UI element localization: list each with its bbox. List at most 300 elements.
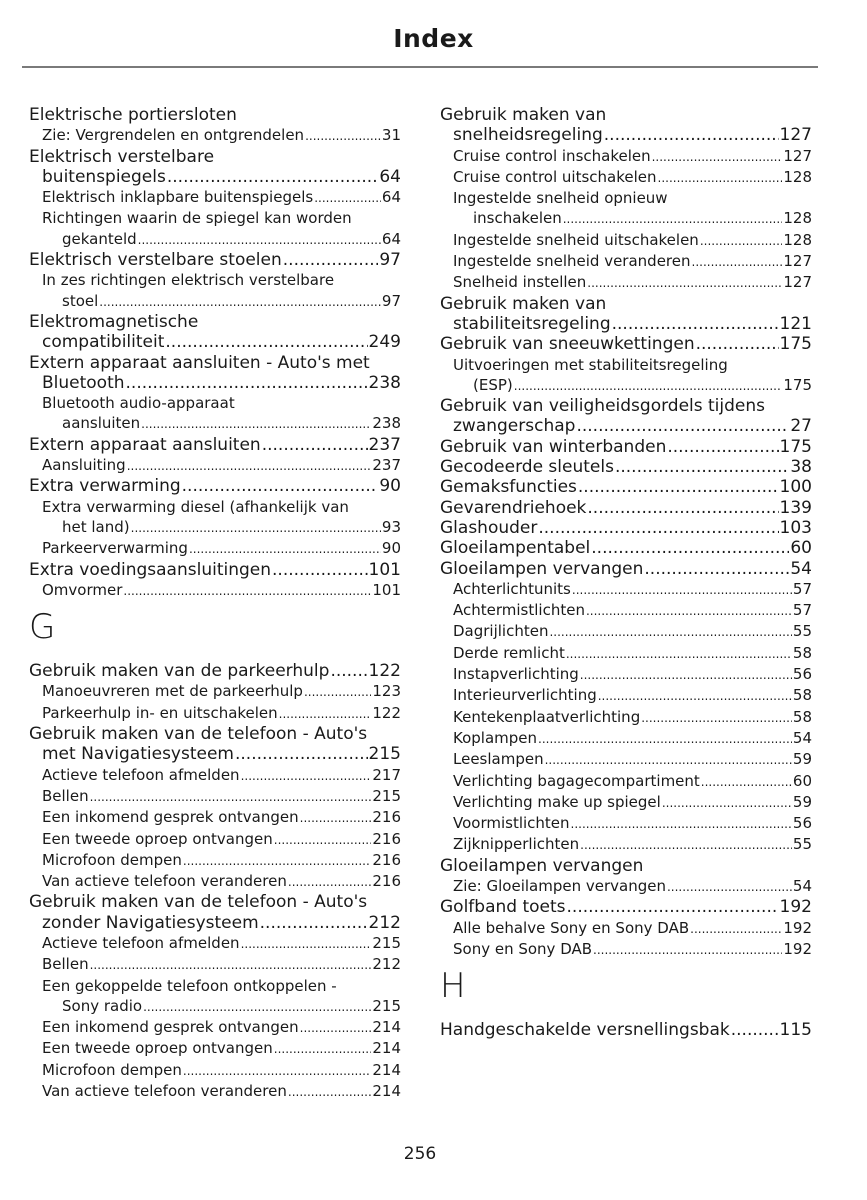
dot-leader bbox=[262, 435, 368, 455]
dot-leader bbox=[274, 829, 372, 850]
index-entry bbox=[440, 105, 812, 125]
entry-text: Leeslampen bbox=[453, 750, 544, 769]
index-entry bbox=[440, 125, 812, 145]
entry-text: zonder Navigatiesysteem bbox=[42, 912, 259, 933]
index-subentry bbox=[29, 850, 401, 871]
entry-page: 31 bbox=[381, 126, 401, 145]
dot-leader bbox=[658, 167, 783, 188]
dot-leader bbox=[182, 476, 379, 496]
entry-page: 238 bbox=[368, 372, 401, 393]
dot-leader bbox=[90, 786, 372, 807]
index-entry bbox=[29, 167, 401, 187]
index-entry bbox=[29, 353, 401, 373]
entry-text: Een tweede oproep ontvangen bbox=[42, 829, 273, 848]
entry-page: 38 bbox=[790, 457, 812, 478]
entry-page: 127 bbox=[783, 273, 812, 292]
index-subentry bbox=[29, 538, 401, 559]
entry-page: 127 bbox=[783, 146, 812, 165]
entry-page: 56 bbox=[792, 665, 812, 684]
entry-page: 238 bbox=[372, 414, 401, 433]
index-subentry bbox=[440, 643, 812, 664]
entry-text: Gloeilampen vervangen bbox=[440, 855, 644, 876]
entry-text: snelheidsregeling bbox=[453, 125, 603, 146]
index-entry bbox=[29, 661, 401, 681]
dot-leader bbox=[279, 703, 372, 724]
entry-page: 216 bbox=[372, 872, 401, 891]
entry-text: Gloeilampentabel bbox=[440, 538, 591, 559]
dot-leader bbox=[126, 373, 368, 393]
entry-page: 214 bbox=[372, 1039, 401, 1058]
entry-page: 97 bbox=[379, 250, 401, 271]
entry-text: Golfband toets bbox=[440, 897, 566, 918]
index-subentry bbox=[29, 1081, 401, 1102]
dot-leader bbox=[731, 1020, 779, 1040]
dot-leader bbox=[578, 477, 779, 497]
index-subentry bbox=[29, 829, 401, 850]
dot-leader bbox=[580, 834, 792, 855]
entry-text: Gecodeerde sleutels bbox=[440, 457, 614, 478]
section-letter: G bbox=[29, 607, 56, 648]
index-subentry bbox=[440, 707, 812, 728]
entry-page: 128 bbox=[783, 230, 812, 249]
dot-leader bbox=[591, 538, 789, 558]
entry-page: 54 bbox=[792, 728, 812, 747]
dot-leader bbox=[690, 918, 782, 939]
index-entry bbox=[29, 105, 401, 125]
dot-leader bbox=[90, 954, 372, 975]
dot-leader bbox=[612, 314, 779, 334]
index-subentry bbox=[440, 375, 812, 396]
dot-leader bbox=[593, 939, 782, 960]
entry-text: Gebruik maken van de telefoon - Auto's bbox=[29, 892, 368, 913]
index-subentry bbox=[29, 270, 401, 290]
entry-text: Achtermistlichten bbox=[453, 601, 585, 620]
dot-leader bbox=[138, 229, 381, 250]
entry-text: gekanteld bbox=[62, 229, 137, 248]
dot-leader bbox=[571, 813, 792, 834]
index-entry bbox=[29, 724, 401, 744]
index-subentry bbox=[29, 455, 401, 476]
entry-page: 192 bbox=[783, 918, 812, 937]
dot-leader bbox=[300, 807, 372, 828]
entry-page: 115 bbox=[779, 1020, 812, 1041]
dot-leader bbox=[701, 771, 792, 792]
dot-leader bbox=[274, 1038, 372, 1059]
dot-leader bbox=[641, 707, 792, 728]
entry-page: 215 bbox=[372, 996, 401, 1015]
entry-page: 59 bbox=[792, 792, 812, 811]
dot-leader bbox=[563, 208, 783, 229]
entry-text: Extern apparaat aansluiten - Auto's met bbox=[29, 352, 370, 373]
entry-text: Zie: Vergrendelen en ontgrendelen bbox=[42, 126, 305, 145]
entry-page: 57 bbox=[792, 579, 812, 598]
dot-leader bbox=[183, 850, 371, 871]
entry-text: Sony radio bbox=[62, 996, 143, 1015]
entry-page: 101 bbox=[368, 559, 401, 580]
index-subentry bbox=[440, 272, 812, 293]
dot-leader bbox=[330, 661, 367, 681]
entry-text: Elektromagnetische bbox=[29, 311, 199, 332]
entry-text: Gebruik van veiligheidsgordels tijdens bbox=[440, 396, 766, 417]
entry-page: 56 bbox=[792, 814, 812, 833]
dot-leader bbox=[283, 250, 379, 270]
dot-leader bbox=[235, 744, 368, 764]
dot-leader bbox=[566, 643, 792, 664]
entry-page: 103 bbox=[779, 517, 812, 538]
dot-leader bbox=[167, 167, 379, 187]
entry-text: buitenspiegels bbox=[42, 166, 166, 187]
entry-page: 59 bbox=[792, 750, 812, 769]
entry-page: 139 bbox=[779, 497, 812, 518]
dot-leader bbox=[165, 332, 367, 352]
index-subentry bbox=[440, 792, 812, 813]
index-entry bbox=[440, 498, 812, 518]
entry-page: 249 bbox=[368, 332, 401, 353]
entry-text: Snelheid instellen bbox=[453, 273, 587, 292]
index-entry bbox=[29, 250, 401, 270]
index-subentry bbox=[29, 187, 401, 208]
dot-leader bbox=[587, 272, 782, 293]
index-entry bbox=[29, 560, 401, 580]
index-entry bbox=[440, 538, 812, 558]
entry-text: Richtingen waarin de spiegel kan worden bbox=[42, 209, 352, 228]
index-subentry bbox=[29, 703, 401, 724]
entry-page: 237 bbox=[372, 456, 401, 475]
index-subentry bbox=[440, 749, 812, 770]
entry-text: Glashouder bbox=[440, 517, 538, 538]
entry-text: stoel bbox=[62, 291, 99, 310]
dot-leader bbox=[241, 933, 372, 954]
entry-text: Ingestelde snelheid opnieuw bbox=[453, 189, 668, 208]
entry-page: 217 bbox=[372, 765, 401, 784]
index-entry bbox=[440, 457, 812, 477]
entry-page: 215 bbox=[372, 933, 401, 952]
index-entry bbox=[440, 334, 812, 354]
entry-page: 192 bbox=[779, 897, 812, 918]
entry-page: 216 bbox=[372, 808, 401, 827]
entry-text: aansluiten bbox=[62, 414, 141, 433]
entry-text: zwangerschap bbox=[453, 416, 576, 437]
index-subentry bbox=[440, 251, 812, 272]
index-subentry bbox=[440, 876, 812, 897]
entry-text: met Navigatiesysteem bbox=[42, 744, 234, 765]
dot-leader bbox=[538, 518, 778, 538]
index-subentry bbox=[29, 125, 401, 146]
entry-text: Extra verwarming diesel (afhankelijk van bbox=[42, 497, 349, 516]
entry-page: 64 bbox=[379, 166, 401, 187]
dot-leader bbox=[644, 559, 789, 579]
dot-leader bbox=[586, 600, 792, 621]
entry-text: Gevarendriehoek bbox=[440, 497, 587, 518]
entry-page: 55 bbox=[792, 622, 812, 641]
index-entry bbox=[29, 892, 401, 912]
dot-leader bbox=[572, 579, 792, 600]
index-entry bbox=[29, 147, 401, 167]
index-entry bbox=[29, 312, 401, 332]
dot-leader bbox=[514, 375, 783, 396]
dot-leader bbox=[667, 437, 778, 457]
index-subentry bbox=[440, 600, 812, 621]
index-subentry bbox=[29, 291, 401, 312]
entry-page: 175 bbox=[779, 436, 812, 457]
entry-text: Ingestelde snelheid veranderen bbox=[453, 252, 691, 271]
index-entry bbox=[440, 294, 812, 314]
entry-text: Een inkomend gesprek ontvangen bbox=[42, 1018, 299, 1037]
dot-leader bbox=[667, 876, 792, 897]
entry-text: Een tweede oproep ontvangen bbox=[42, 1039, 273, 1058]
entry-page: 123 bbox=[372, 682, 401, 701]
entry-page: 121 bbox=[779, 313, 812, 334]
entry-text: Bluetooth audio-apparaat bbox=[42, 394, 235, 413]
entry-text: Sony en Sony DAB bbox=[453, 939, 593, 958]
entry-page: 215 bbox=[372, 786, 401, 805]
dot-leader bbox=[288, 1081, 371, 1102]
entry-text: Parkeerhulp in- en uitschakelen bbox=[42, 703, 278, 722]
index-subentry bbox=[440, 664, 812, 685]
entry-text: Zijknipperlichten bbox=[453, 835, 580, 854]
entry-text: Ingestelde snelheid uitschakelen bbox=[453, 230, 699, 249]
dot-leader bbox=[288, 871, 371, 892]
entry-page: 122 bbox=[368, 661, 401, 682]
index-subentry bbox=[440, 834, 812, 855]
index-entry bbox=[440, 856, 812, 876]
dot-leader bbox=[300, 1017, 372, 1038]
entry-page: 214 bbox=[372, 1018, 401, 1037]
index-subentry bbox=[29, 786, 401, 807]
entry-text: Bellen bbox=[42, 786, 89, 805]
index-entry bbox=[440, 559, 812, 579]
dot-leader bbox=[123, 580, 371, 601]
entry-text: compatibiliteit bbox=[42, 332, 165, 353]
index-subentry bbox=[440, 621, 812, 642]
index-subentry bbox=[440, 208, 812, 229]
index-subentry bbox=[29, 1038, 401, 1059]
index-subentry bbox=[29, 1060, 401, 1081]
entry-text: Gebruik van sneeuwkettingen bbox=[440, 334, 695, 355]
dot-leader bbox=[272, 560, 368, 580]
entry-text: Een inkomend gesprek ontvangen bbox=[42, 808, 299, 827]
index-entry bbox=[440, 518, 812, 538]
index-entry bbox=[29, 476, 401, 496]
entry-text: Derde remlicht bbox=[453, 643, 565, 662]
dot-leader bbox=[604, 125, 779, 145]
entry-text: Dagrijlichten bbox=[453, 622, 549, 641]
entry-text: Verlichting bagagecompartiment bbox=[453, 771, 700, 790]
index-entry bbox=[29, 332, 401, 352]
index-subentry bbox=[29, 393, 401, 413]
index-subentry bbox=[440, 918, 812, 939]
index-subentry bbox=[440, 813, 812, 834]
dot-leader bbox=[260, 913, 368, 933]
entry-text: Van actieve telefoon veranderen bbox=[42, 872, 287, 891]
entry-text: Kentekenplaatverlichting bbox=[453, 707, 641, 726]
entry-page: 237 bbox=[368, 434, 401, 455]
dot-leader bbox=[314, 187, 381, 208]
entry-page: 54 bbox=[790, 558, 812, 579]
dot-leader bbox=[545, 749, 792, 770]
entry-page: 127 bbox=[783, 252, 812, 271]
dot-leader bbox=[131, 517, 381, 538]
entry-text: Cruise control inschakelen bbox=[453, 146, 651, 165]
dot-leader bbox=[615, 457, 789, 477]
index-subentry bbox=[29, 976, 401, 996]
entry-text: Zie: Gloeilampen vervangen bbox=[453, 876, 666, 895]
index-subentry bbox=[29, 1017, 401, 1038]
index-subentry bbox=[440, 230, 812, 251]
dot-leader bbox=[700, 230, 783, 251]
index-subentry bbox=[440, 685, 812, 706]
dot-leader bbox=[127, 455, 372, 476]
dot-leader bbox=[580, 664, 792, 685]
entry-page: 100 bbox=[779, 477, 812, 498]
entry-text: Extern apparaat aansluiten bbox=[29, 434, 261, 455]
index-entry bbox=[29, 913, 401, 933]
index-entry bbox=[29, 744, 401, 764]
entry-text: Van actieve telefoon veranderen bbox=[42, 1082, 287, 1101]
index-subentry bbox=[29, 681, 401, 702]
entry-text: Gemaksfuncties bbox=[440, 477, 577, 498]
entry-page: 212 bbox=[372, 955, 401, 974]
entry-text: Instapverlichting bbox=[453, 665, 579, 684]
index-subentry bbox=[440, 355, 812, 375]
entry-page: 90 bbox=[381, 539, 401, 558]
entry-page: 122 bbox=[372, 703, 401, 722]
entry-text: Handgeschakelde versnellingsbak bbox=[440, 1020, 730, 1041]
section-letter: H bbox=[440, 966, 466, 1007]
entry-text: Omvormer bbox=[42, 580, 123, 599]
entry-text: Gloeilampen vervangen bbox=[440, 558, 644, 579]
entry-text: Elektrische portiersloten bbox=[29, 105, 237, 125]
entry-page: 216 bbox=[372, 850, 401, 869]
entry-text: Elektrisch verstelbare bbox=[29, 146, 215, 167]
entry-page: 215 bbox=[368, 744, 401, 765]
index-entry bbox=[29, 373, 401, 393]
index-subentry bbox=[29, 871, 401, 892]
dot-leader bbox=[241, 765, 372, 786]
dot-leader bbox=[692, 251, 783, 272]
dot-leader bbox=[549, 621, 791, 642]
index-entry bbox=[29, 435, 401, 455]
index-subentry bbox=[29, 580, 401, 601]
page-number: 256 bbox=[403, 1144, 437, 1164]
entry-text: Elektrisch verstelbare stoelen bbox=[29, 250, 282, 271]
entry-page: 90 bbox=[379, 476, 401, 497]
entry-text: Gebruik maken van de parkeerhulp bbox=[29, 661, 330, 682]
index-subentry bbox=[440, 579, 812, 600]
entry-text: Actieve telefoon afmelden bbox=[42, 933, 240, 952]
entry-text: Uitvoeringen met stabiliteitsregeling bbox=[453, 355, 728, 374]
entry-text: Interieurverlichting bbox=[453, 686, 597, 705]
dot-leader bbox=[576, 416, 789, 436]
entry-text: inschakelen bbox=[473, 209, 562, 228]
index-subentry bbox=[440, 146, 812, 167]
entry-page: 60 bbox=[790, 538, 812, 559]
index-subentry bbox=[29, 954, 401, 975]
index-entry bbox=[440, 314, 812, 334]
index-subentry bbox=[440, 728, 812, 749]
entry-page: 175 bbox=[783, 375, 812, 394]
entry-text: Bluetooth bbox=[42, 372, 125, 393]
entry-text: Bellen bbox=[42, 955, 89, 974]
entry-text: Actieve telefoon afmelden bbox=[42, 765, 240, 784]
entry-text: Aansluiting bbox=[42, 456, 126, 475]
entry-page: 58 bbox=[792, 643, 812, 662]
dot-leader bbox=[305, 125, 381, 146]
index-subentry bbox=[440, 939, 812, 960]
entry-text: Extra verwarming bbox=[29, 476, 181, 497]
entry-text: Gebruik van winterbanden bbox=[440, 436, 667, 457]
entry-page: 192 bbox=[783, 939, 812, 958]
entry-page: 214 bbox=[372, 1082, 401, 1101]
entry-text: Microfoon dempen bbox=[42, 850, 182, 869]
entry-text: Voormistlichten bbox=[453, 814, 570, 833]
entry-page: 57 bbox=[792, 601, 812, 620]
entry-text: Gebruik maken van bbox=[440, 105, 607, 125]
entry-page: 216 bbox=[372, 829, 401, 848]
dot-leader bbox=[304, 681, 371, 702]
index-subentry bbox=[29, 517, 401, 538]
page-title: Index bbox=[393, 24, 474, 53]
index-column-right bbox=[440, 105, 812, 1040]
entry-text: Gebruik maken van de telefoon - Auto's bbox=[29, 724, 368, 745]
entry-text: In zes richtingen elektrisch verstelbare bbox=[42, 271, 335, 290]
index-subentry bbox=[440, 188, 812, 208]
entry-page: 54 bbox=[792, 876, 812, 895]
entry-text: Alle behalve Sony en Sony DAB bbox=[453, 918, 690, 937]
index-subentry bbox=[29, 807, 401, 828]
index-subentry bbox=[440, 167, 812, 188]
dot-leader bbox=[598, 685, 792, 706]
entry-text: Gebruik maken van bbox=[440, 293, 607, 314]
index-entry bbox=[440, 437, 812, 457]
dot-leader bbox=[567, 897, 779, 917]
index-entry bbox=[440, 477, 812, 497]
entry-page: 101 bbox=[372, 580, 401, 599]
entry-text: Koplampen bbox=[453, 728, 538, 747]
dot-leader bbox=[696, 334, 779, 354]
entry-page: 175 bbox=[779, 334, 812, 355]
index-entry bbox=[440, 396, 812, 416]
entry-page: 64 bbox=[381, 229, 401, 248]
entry-page: 93 bbox=[381, 517, 401, 536]
index-entry bbox=[440, 416, 812, 436]
dot-leader bbox=[538, 728, 792, 749]
entry-text: Een gekoppelde telefoon ontkoppelen - bbox=[42, 976, 337, 995]
index-subentry bbox=[29, 996, 401, 1017]
index-subentry bbox=[440, 771, 812, 792]
entry-text: Microfoon dempen bbox=[42, 1060, 182, 1079]
index-subentry bbox=[29, 413, 401, 434]
entry-page: 55 bbox=[792, 835, 812, 854]
dot-leader bbox=[183, 1060, 371, 1081]
entry-page: 128 bbox=[783, 209, 812, 228]
index-entry bbox=[440, 897, 812, 917]
entry-page: 128 bbox=[783, 167, 812, 186]
entry-page: 97 bbox=[381, 291, 401, 310]
header-rule bbox=[22, 66, 818, 68]
entry-page: 127 bbox=[779, 125, 812, 146]
entry-text: Cruise control uitschakelen bbox=[453, 167, 657, 186]
index-subentry bbox=[29, 765, 401, 786]
entry-text: Elektrisch inklapbare buitenspiegels bbox=[42, 188, 314, 207]
entry-page: 58 bbox=[792, 686, 812, 705]
entry-text: Parkeerverwarming bbox=[42, 539, 188, 558]
entry-text: stabiliteitsregeling bbox=[453, 313, 611, 334]
entry-page: 60 bbox=[792, 771, 812, 790]
index-subentry bbox=[29, 229, 401, 250]
dot-leader bbox=[662, 792, 792, 813]
dot-leader bbox=[99, 291, 381, 312]
